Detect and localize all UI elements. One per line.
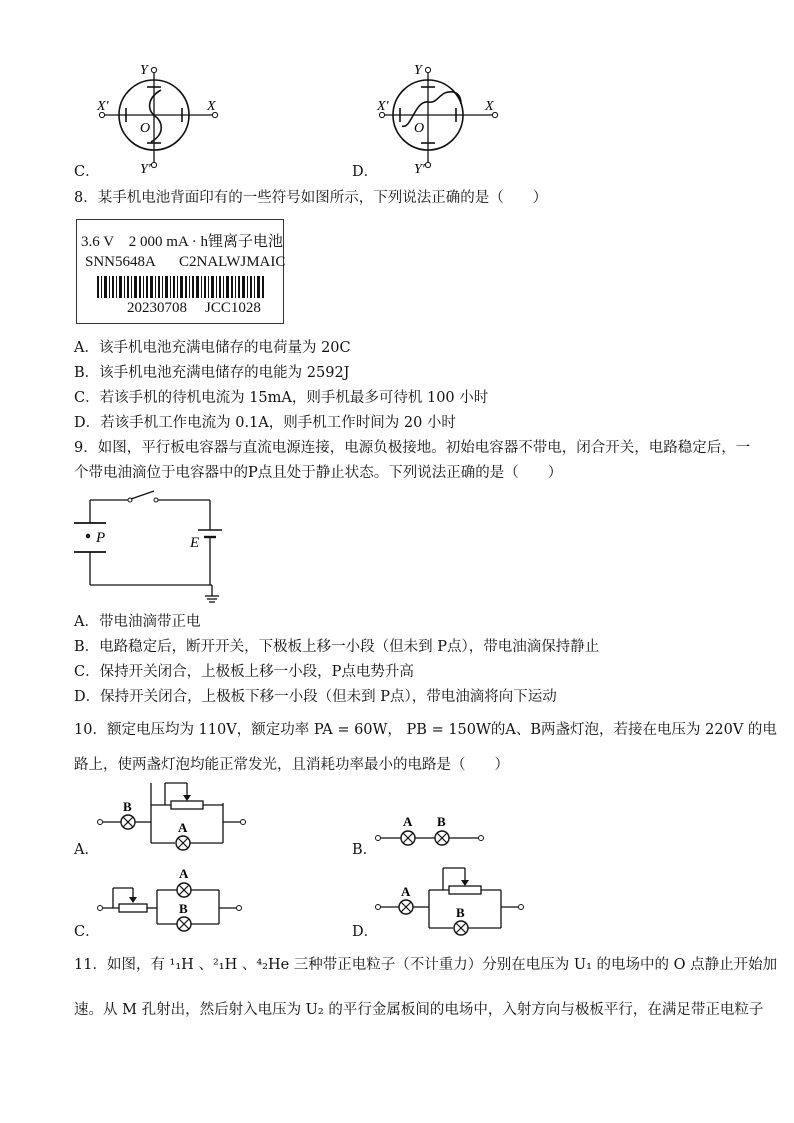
q11-stem-line2: 速。从 M 孔射出，然后射入电压为 U₂ 的平行金属板间的电场中，入射方向与极板平行，在满足带正电粒子 [74, 1002, 764, 1018]
q10-option-c-label: C． [74, 924, 100, 940]
label-e: E [190, 535, 200, 551]
q7-option-d-label: D． [352, 164, 379, 180]
q11-stem-line1: 11．如图，有 ¹₁H 、²₁H 、⁴₂He 三种带正电粒子（不计重力）分别在电压为 U₁ 的电场中的 O 点静止开始加 [74, 957, 778, 973]
lamp-a-label: A [403, 814, 413, 829]
lamp-a-label: A [179, 866, 189, 881]
battery-label-figure [76, 219, 284, 324]
battery-date-code: 20230708 [127, 300, 187, 316]
axis-label-origin: O [140, 121, 151, 136]
axis-label-x-prime: X′ [97, 99, 109, 114]
lamp-circuit-a [95, 775, 255, 845]
lamp-circuit-c [95, 862, 255, 937]
axis-label-x: X [485, 99, 494, 114]
q10-option-a-label: A． [74, 842, 99, 858]
capacitor-circuit-diagram [70, 490, 230, 610]
battery-serial-1: SNN5648A [85, 254, 156, 270]
q8-option-b: B．该手机电池充满电储存的电能为 2592J [74, 365, 350, 381]
q9-stem-line2: 个带电油滴位于电容器中的P点且处于静止状态。下列说法正确的是（ ） [74, 465, 563, 481]
axis-label-y: Y [140, 63, 148, 78]
lamp-b-label: B [456, 905, 465, 920]
axis-label-x-prime: X′ [377, 99, 389, 114]
lamp-b-label: B [179, 901, 188, 916]
lamp-b-label: B [437, 814, 446, 829]
q9-option-b: B．电路稳定后，断开开关，下极板上移一小段（但未到 P点），带电油滴保持静止 [74, 639, 600, 655]
lamp-a-label: A [401, 884, 411, 899]
axis-label-y: Y [414, 63, 422, 78]
lamp-b-label: B [123, 799, 132, 814]
q8-option-c: C．若该手机的待机电流为 15mA，则手机最多可待机 100 小时 [74, 390, 489, 406]
lamp-circuit-d [373, 860, 533, 940]
q9-option-a: A．带电油滴带正电 [74, 614, 201, 630]
q10-option-d-label: D． [352, 924, 379, 940]
q7-option-c-label: C． [74, 164, 100, 180]
axis-label-y-prime: Y′ [140, 162, 151, 177]
q9-option-d: D．保持开关闭合，上极板下移一小段（但未到 P点），带电油滴将向下运动 [74, 689, 557, 705]
lamp-circuit-b [373, 810, 493, 850]
q8-stem: 8．某手机电池背面印有的一些符号如图所示，下列说法正确的是（ ） [74, 190, 548, 206]
battery-serial-2: C2NALWJMAIC [179, 254, 286, 270]
oscilloscope-figure-d [375, 60, 505, 175]
oscilloscope-figure-c [95, 60, 225, 175]
oil-droplet-p [86, 534, 90, 538]
battery-spec-line: 3.6 V 2 000 mA · h锂离子电池 [81, 234, 283, 250]
axis-label-origin: O [414, 121, 425, 136]
q10-stem-line2: 路上，使两盏灯泡均能正常发光，且消耗功率最小的电路是（ ） [74, 757, 509, 773]
q8-option-d: D．若该手机工作电流为 0.1A，则手机工作时间为 20 小时 [74, 415, 456, 431]
q10-stem-line1: 10．额定电压均为 110V，额定功率 PA = 60W， PB = 150W的A、B两盏灯泡，若接在电压为 220V 的电 [74, 722, 777, 738]
battery-batch-code: JCC1028 [205, 300, 261, 316]
lamp-a-label: A [178, 820, 188, 835]
q8-option-a: A．该手机电池充满电储存的电荷量为 20C [74, 340, 351, 356]
axis-label-x: X [207, 99, 216, 114]
q10-option-b-label: B． [352, 842, 378, 858]
barcode [97, 276, 265, 298]
q9-option-c: C．保持开关闭合，上极板上移一小段，P点电势升高 [74, 664, 414, 680]
label-p: P [96, 530, 106, 546]
axis-label-y-prime: Y′ [414, 162, 425, 177]
q9-stem-line1: 9．如图，平行板电容器与直流电源连接，电源负极接地。初始电容器不带电，闭合开关，电路稳定后，一 [74, 440, 751, 456]
